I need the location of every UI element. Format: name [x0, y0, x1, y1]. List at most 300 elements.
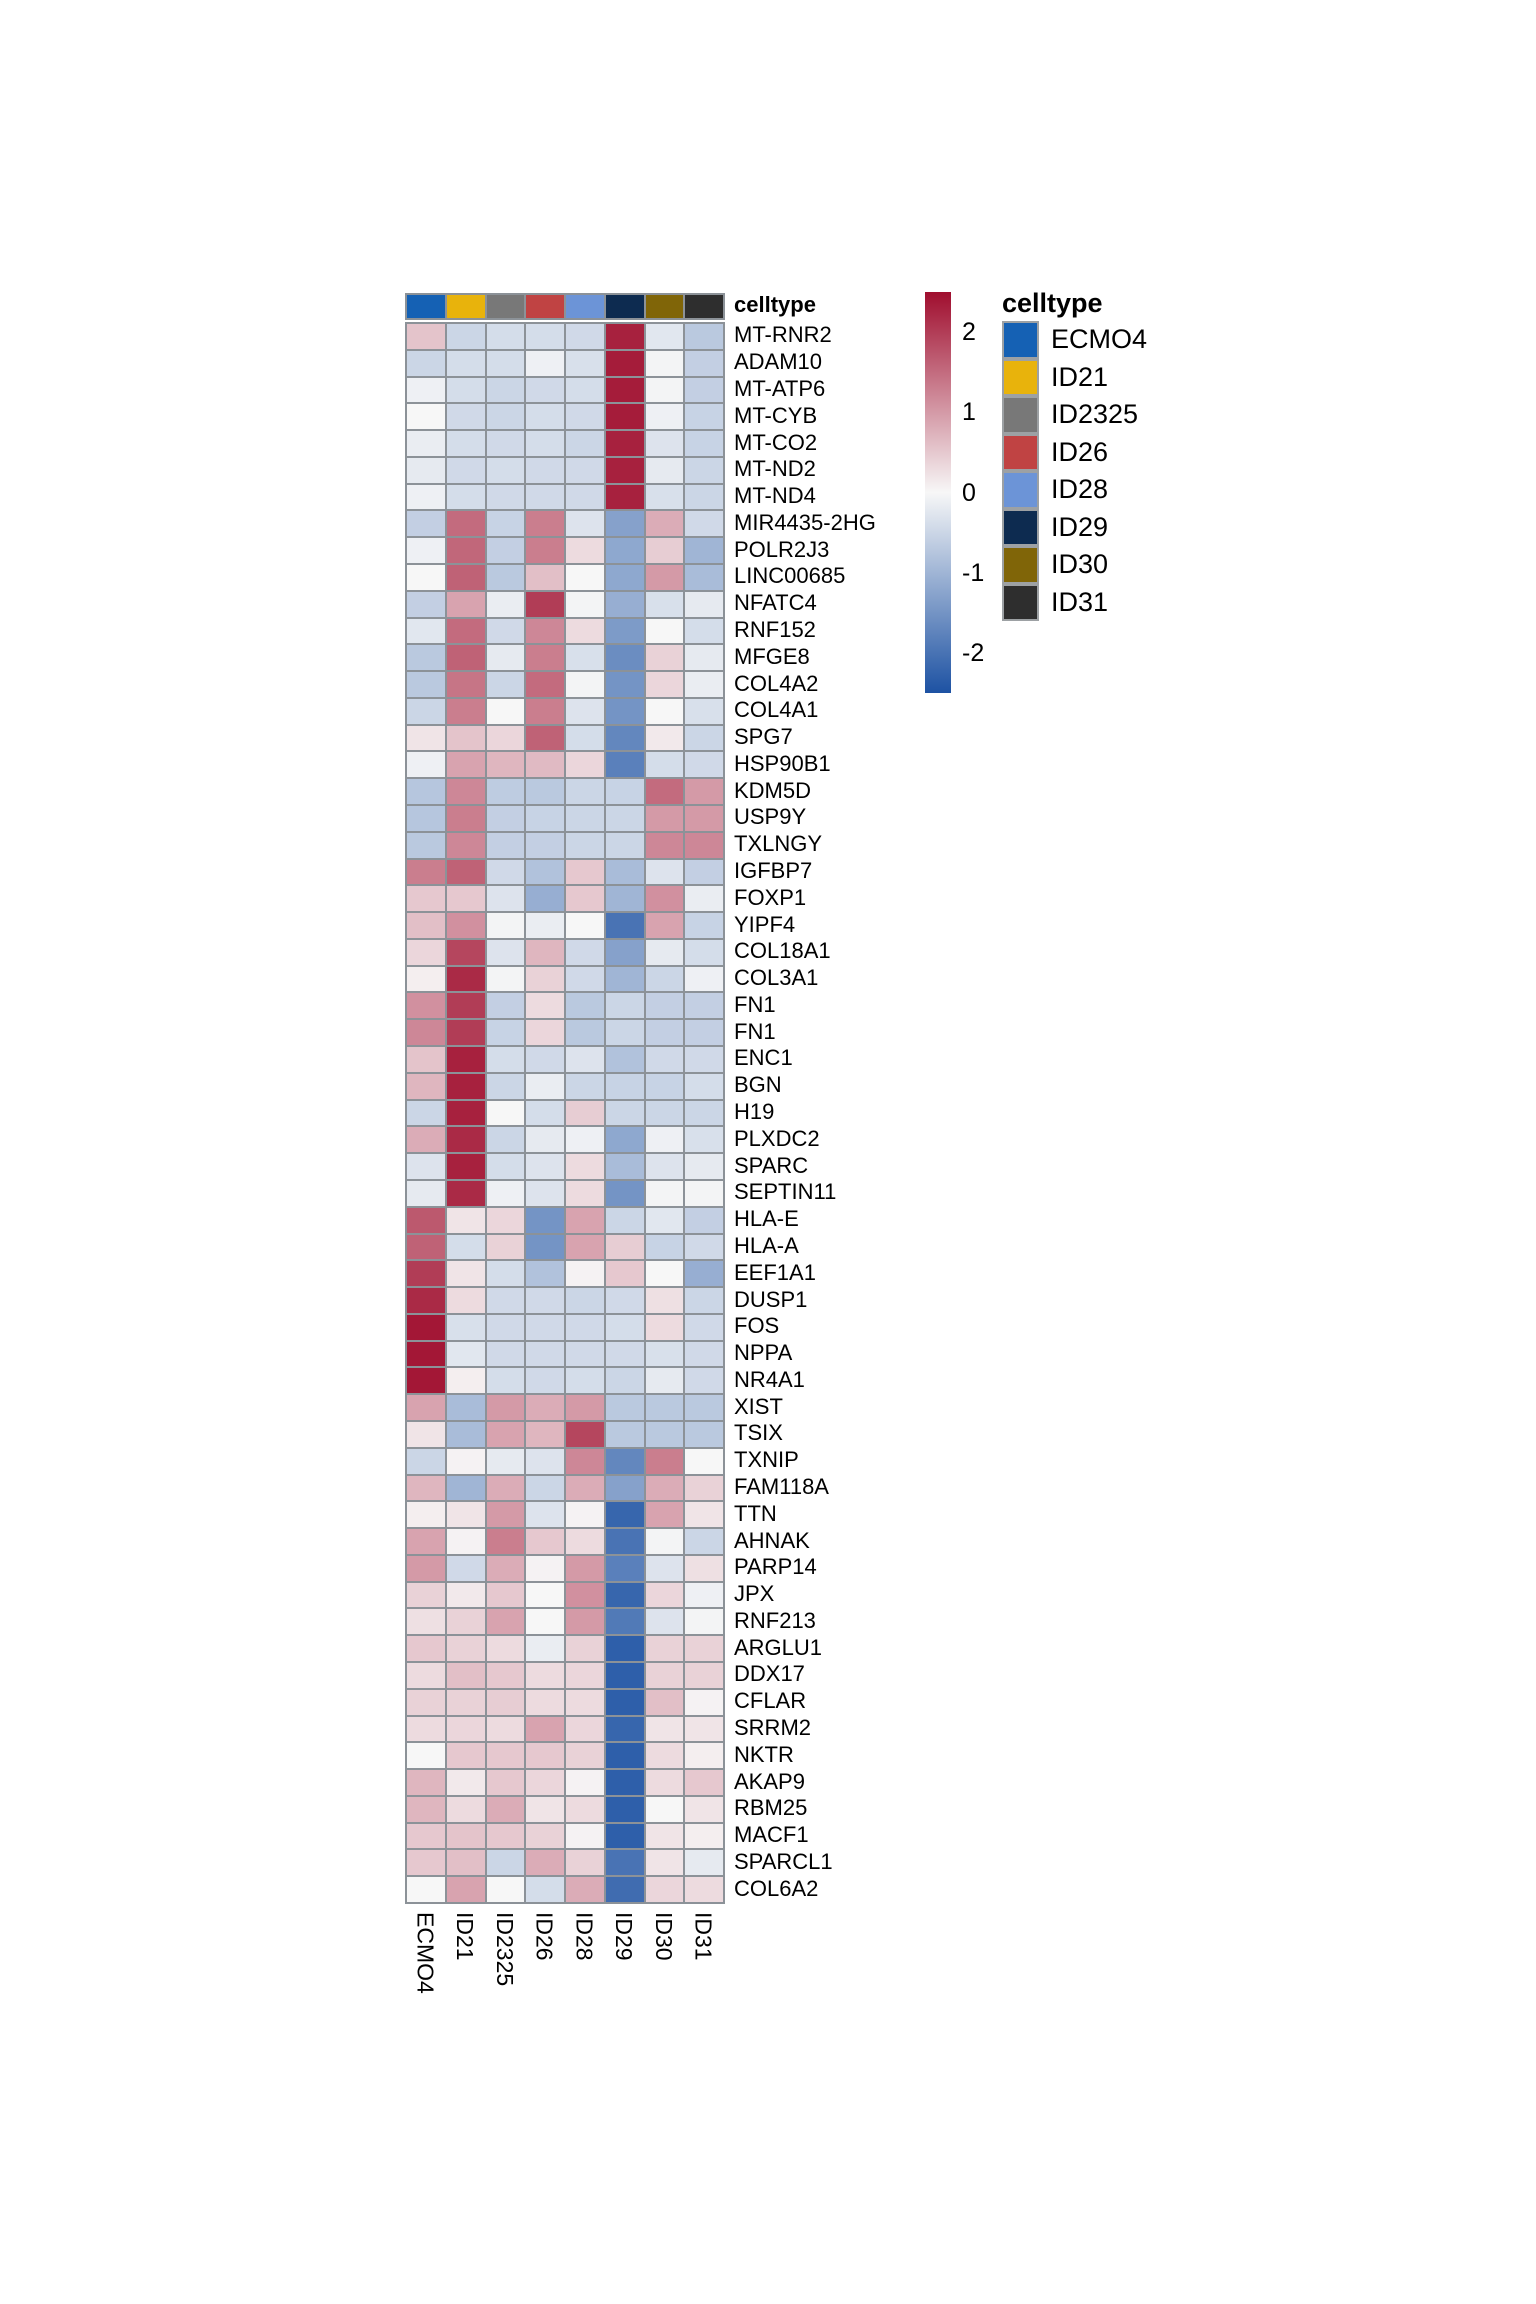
- heatmap-cell: [684, 644, 724, 671]
- heatmap-cell: [645, 1528, 685, 1555]
- heatmap-cell: [446, 1608, 486, 1635]
- heatmap-cell: [486, 1367, 526, 1394]
- heatmap-cell: [446, 537, 486, 564]
- heatmap-cell: [406, 430, 446, 457]
- heatmap-cell: [525, 1448, 565, 1475]
- heatmap-cell: [525, 725, 565, 752]
- heatmap-cell: [605, 1019, 645, 1046]
- heatmap-cell: [605, 1180, 645, 1207]
- heatmap-cell: [605, 671, 645, 698]
- heatmap-cell: [565, 778, 605, 805]
- heatmap-cell: [525, 350, 565, 377]
- legend-entry-ID28: [1002, 471, 1147, 509]
- heatmap-cell: [645, 377, 685, 404]
- heatmap-cell: [605, 1608, 645, 1635]
- column-label-ID28: ID28: [571, 1912, 598, 1961]
- row-label: MT-CO2: [734, 429, 818, 455]
- heatmap-cell: [565, 1849, 605, 1876]
- heatmap-cell: [565, 1234, 605, 1261]
- heatmap-cell: [446, 1394, 486, 1421]
- heatmap-cell: [406, 1769, 446, 1796]
- heatmap-cell: [525, 1501, 565, 1528]
- heatmap-cell: [684, 859, 724, 886]
- heatmap-cell: [446, 1876, 486, 1903]
- heatmap-cell: [525, 644, 565, 671]
- heatmap-cell: [446, 564, 486, 591]
- heatmap-cell: [605, 1207, 645, 1234]
- heatmap-cell: [645, 1582, 685, 1609]
- column-labels: [405, 1912, 723, 2052]
- heatmap-cell: [486, 1421, 526, 1448]
- heatmap-cell: [525, 1849, 565, 1876]
- heatmap-cell: [645, 1635, 685, 1662]
- heatmap-cell: [605, 403, 645, 430]
- heatmap-cell: [525, 537, 565, 564]
- heatmap-cell: [406, 1207, 446, 1234]
- heatmap-cell: [645, 537, 685, 564]
- heatmap-cell: [565, 484, 605, 511]
- heatmap-cell: [605, 939, 645, 966]
- heatmap-cell: [565, 1287, 605, 1314]
- heatmap-cell: [525, 1528, 565, 1555]
- heatmap-cell: [406, 1234, 446, 1261]
- legend-entry-ID21: [1002, 359, 1147, 397]
- heatmap-cell: [406, 1796, 446, 1823]
- heatmap-cell: [406, 1635, 446, 1662]
- heatmap-cell: [605, 1501, 645, 1528]
- heatmap-cell: [565, 510, 605, 537]
- heatmap-cell: [605, 457, 645, 484]
- row-label: DDX17: [734, 1661, 805, 1687]
- heatmap-cell: [684, 939, 724, 966]
- heatmap-cell: [486, 966, 526, 993]
- heatmap-cell: [605, 912, 645, 939]
- heatmap-cell: [645, 1475, 685, 1502]
- heatmap-grid: [405, 322, 725, 1904]
- heatmap-cell: [684, 966, 724, 993]
- legend-entry-ID29: [1002, 509, 1147, 547]
- heatmap-cell: [525, 1394, 565, 1421]
- heatmap-cell: [605, 1769, 645, 1796]
- heatmap-cell: [486, 939, 526, 966]
- colorbar-tick-label: 0: [962, 478, 976, 507]
- heatmap-cell: [486, 1608, 526, 1635]
- heatmap-cell: [525, 1234, 565, 1261]
- heatmap-cell: [605, 1582, 645, 1609]
- heatmap-cell: [565, 939, 605, 966]
- heatmap-cell: [486, 1207, 526, 1234]
- heatmap-cell: [486, 1394, 526, 1421]
- heatmap-cell: [406, 1555, 446, 1582]
- heatmap-cell: [605, 1849, 645, 1876]
- heatmap-cell: [565, 1126, 605, 1153]
- heatmap-cell: [645, 698, 685, 725]
- heatmap-cell: [525, 403, 565, 430]
- heatmap-cell: [486, 1341, 526, 1368]
- heatmap-cell: [406, 912, 446, 939]
- heatmap-cell: [486, 1100, 526, 1127]
- heatmap-cell: [645, 1153, 685, 1180]
- heatmap-cell: [525, 885, 565, 912]
- annotation-cell-ID2325: [486, 294, 526, 319]
- heatmap-cell: [565, 1716, 605, 1743]
- heatmap-cell: [565, 1073, 605, 1100]
- heatmap-cell: [565, 671, 605, 698]
- heatmap-cell: [406, 377, 446, 404]
- heatmap-cell: [645, 1849, 685, 1876]
- heatmap-cell: [605, 1823, 645, 1850]
- heatmap-cell: [565, 725, 605, 752]
- heatmap-cell: [486, 1153, 526, 1180]
- heatmap-cell: [605, 350, 645, 377]
- heatmap-cell: [684, 671, 724, 698]
- heatmap-cell: [446, 725, 486, 752]
- heatmap-cell: [406, 457, 446, 484]
- heatmap-cell: [525, 1555, 565, 1582]
- row-label: ENC1: [734, 1045, 793, 1071]
- heatmap-cell: [486, 1234, 526, 1261]
- heatmap-cell: [406, 1287, 446, 1314]
- heatmap-cell: [605, 832, 645, 859]
- heatmap-cell: [486, 591, 526, 618]
- row-label: YIPF4: [734, 911, 796, 937]
- row-label: SEPTIN11: [734, 1179, 837, 1205]
- row-label: ADAM10: [734, 349, 823, 375]
- row-label: MACF1: [734, 1822, 809, 1848]
- column-label-ID21: ID21: [452, 1912, 479, 1961]
- heatmap-cell: [645, 618, 685, 645]
- row-label: PLXDC2: [734, 1125, 820, 1151]
- heatmap-cell: [486, 403, 526, 430]
- heatmap-cell: [486, 1314, 526, 1341]
- heatmap-cell: [446, 1689, 486, 1716]
- heatmap-cell: [446, 1823, 486, 1850]
- row-label: ARGLU1: [734, 1634, 823, 1660]
- annotation-cell-ECMO4: [406, 294, 446, 319]
- row-label: HLA-A: [734, 1232, 799, 1258]
- row-label: MT-ND4: [734, 483, 816, 509]
- legend-entry-ECMO4: [1002, 321, 1147, 359]
- heatmap-cell: [605, 1662, 645, 1689]
- heatmap-cell: [565, 430, 605, 457]
- heatmap-cell: [486, 671, 526, 698]
- heatmap-cell: [406, 805, 446, 832]
- heatmap-cell: [446, 1046, 486, 1073]
- heatmap-cell: [684, 1742, 724, 1769]
- heatmap-cell: [565, 457, 605, 484]
- heatmap-cell: [605, 1448, 645, 1475]
- row-label: FAM118A: [734, 1473, 829, 1499]
- heatmap-cell: [605, 1126, 645, 1153]
- heatmap-cell: [525, 1019, 565, 1046]
- heatmap-cell: [446, 885, 486, 912]
- column-label-ECMO4: ECMO4: [412, 1912, 439, 1994]
- heatmap-cell: [486, 377, 526, 404]
- heatmap-cell: [605, 1153, 645, 1180]
- heatmap-cell: [565, 805, 605, 832]
- heatmap-cell: [486, 510, 526, 537]
- heatmap-cell: [684, 1019, 724, 1046]
- heatmap-cell: [525, 1608, 565, 1635]
- heatmap-cell: [525, 457, 565, 484]
- heatmap-cell: [684, 1367, 724, 1394]
- heatmap-cell: [525, 832, 565, 859]
- heatmap-cell: [684, 805, 724, 832]
- colorbar-tick-label: 2: [962, 318, 976, 347]
- heatmap-cell: [406, 618, 446, 645]
- row-label: MT-ATP6: [734, 375, 826, 401]
- heatmap-cell: [486, 1849, 526, 1876]
- heatmap-cell: [605, 966, 645, 993]
- row-label: SPARCL1: [734, 1848, 833, 1874]
- heatmap-cell: [406, 1823, 446, 1850]
- heatmap-cell: [645, 1019, 685, 1046]
- heatmap-cell: [684, 1769, 724, 1796]
- heatmap-cell: [684, 457, 724, 484]
- heatmap-cell: [486, 1260, 526, 1287]
- row-label: NKTR: [734, 1741, 794, 1767]
- heatmap-cell: [446, 1582, 486, 1609]
- heatmap-cell: [406, 1046, 446, 1073]
- column-label-ID29: ID29: [611, 1912, 638, 1961]
- column-annotation-bar: [405, 293, 725, 320]
- heatmap-cell: [446, 510, 486, 537]
- row-label: FN1: [734, 991, 776, 1017]
- heatmap-cell: [446, 698, 486, 725]
- heatmap-cell: [684, 591, 724, 618]
- heatmap-cell: [684, 1582, 724, 1609]
- heatmap-cell: [605, 484, 645, 511]
- heatmap-cell: [486, 350, 526, 377]
- heatmap-cell: [565, 1528, 605, 1555]
- heatmap-cell: [605, 1314, 645, 1341]
- heatmap-cell: [565, 1501, 605, 1528]
- heatmap-cell: [684, 1073, 724, 1100]
- heatmap-cell: [486, 644, 526, 671]
- heatmap-cell: [525, 1716, 565, 1743]
- heatmap-cell: [565, 1019, 605, 1046]
- row-label: COL4A2: [734, 670, 819, 696]
- heatmap-cell: [525, 1367, 565, 1394]
- heatmap-cell: [684, 698, 724, 725]
- heatmap-cell: [645, 1314, 685, 1341]
- heatmap-cell: [565, 1046, 605, 1073]
- colorbar-tick-label: -1: [962, 558, 985, 587]
- heatmap-cell: [446, 484, 486, 511]
- heatmap-cell: [525, 618, 565, 645]
- heatmap-cell: [446, 1180, 486, 1207]
- heatmap-cell: [684, 1341, 724, 1368]
- heatmap-cell: [645, 966, 685, 993]
- heatmap-cell: [486, 1769, 526, 1796]
- heatmap-cell: [525, 1100, 565, 1127]
- heatmap-cell: [684, 1126, 724, 1153]
- heatmap-cell: [565, 1394, 605, 1421]
- row-label: USP9Y: [734, 804, 807, 830]
- heatmap-cell: [446, 1314, 486, 1341]
- heatmap-cell: [565, 1608, 605, 1635]
- heatmap-cell: [684, 1528, 724, 1555]
- heatmap-cell: [525, 564, 565, 591]
- heatmap-cell: [645, 1742, 685, 1769]
- heatmap-cell: [486, 323, 526, 350]
- legend-label: ID21: [1051, 361, 1109, 392]
- row-label: HSP90B1: [734, 750, 831, 776]
- heatmap-cell: [446, 1019, 486, 1046]
- heatmap-cell: [446, 618, 486, 645]
- heatmap-cell: [406, 564, 446, 591]
- heatmap-cell: [605, 510, 645, 537]
- heatmap-cell: [486, 1582, 526, 1609]
- heatmap-cell: [645, 350, 685, 377]
- heatmap-cell: [486, 1126, 526, 1153]
- heatmap-cell: [605, 1742, 645, 1769]
- heatmap-cell: [684, 1207, 724, 1234]
- heatmap-cell: [446, 1742, 486, 1769]
- heatmap-cell: [406, 1689, 446, 1716]
- legend-label: ID28: [1051, 474, 1109, 505]
- row-label: COL18A1: [734, 938, 831, 964]
- legend-swatch: [1002, 434, 1039, 472]
- row-label: MIR4435-2HG: [734, 509, 876, 535]
- heatmap-cell: [645, 885, 685, 912]
- row-label: PARP14: [734, 1554, 817, 1580]
- heatmap-cell: [645, 510, 685, 537]
- heatmap-cell: [406, 403, 446, 430]
- heatmap-cell: [645, 1716, 685, 1743]
- heatmap-cell: [605, 1260, 645, 1287]
- heatmap-cell: [645, 591, 685, 618]
- heatmap-cell: [406, 510, 446, 537]
- row-label: RBM25: [734, 1795, 808, 1821]
- heatmap-cell: [605, 751, 645, 778]
- heatmap-cell: [486, 1796, 526, 1823]
- heatmap-cell: [446, 1769, 486, 1796]
- heatmap-cell: [446, 1073, 486, 1100]
- heatmap-cell: [486, 1019, 526, 1046]
- heatmap-cell: [605, 1689, 645, 1716]
- heatmap-cell: [525, 1287, 565, 1314]
- heatmap-cell: [446, 1153, 486, 1180]
- heatmap-cell: [486, 725, 526, 752]
- legend-entry-ID30: [1002, 546, 1147, 584]
- heatmap-cell: [565, 618, 605, 645]
- heatmap-cell: [605, 1716, 645, 1743]
- heatmap-cell: [406, 832, 446, 859]
- heatmap-cell: [605, 778, 645, 805]
- heatmap-cell: [486, 1528, 526, 1555]
- heatmap-cell: [684, 484, 724, 511]
- row-label: RNF152: [734, 616, 816, 642]
- row-label: TTN: [734, 1500, 777, 1526]
- annotation-cell-ID29: [605, 294, 645, 319]
- heatmap-cell: [565, 644, 605, 671]
- heatmap-cell: [446, 1207, 486, 1234]
- heatmap-cell: [645, 1769, 685, 1796]
- heatmap-cell: [446, 966, 486, 993]
- heatmap-cell: [486, 1635, 526, 1662]
- heatmap-cell: [446, 1234, 486, 1261]
- heatmap-cell: [684, 537, 724, 564]
- heatmap-cell: [406, 644, 446, 671]
- row-label: COL6A2: [734, 1875, 819, 1901]
- heatmap-cell: [645, 457, 685, 484]
- heatmap-cell: [645, 1448, 685, 1475]
- heatmap-cell: [645, 1046, 685, 1073]
- heatmap-cell: [565, 992, 605, 1019]
- row-label: NR4A1: [734, 1366, 805, 1392]
- row-labels: [734, 322, 876, 1902]
- heatmap-cell: [684, 1448, 724, 1475]
- heatmap-cell: [525, 698, 565, 725]
- legend-label: ID30: [1051, 549, 1109, 580]
- heatmap-cell: [525, 1153, 565, 1180]
- heatmap-cell: [565, 323, 605, 350]
- heatmap-cell: [565, 1100, 605, 1127]
- heatmap-cell: [684, 912, 724, 939]
- heatmap-cell: [684, 1635, 724, 1662]
- heatmap-cell: [605, 725, 645, 752]
- heatmap-cell: [684, 564, 724, 591]
- heatmap-cell: [565, 1421, 605, 1448]
- heatmap-cell: [684, 323, 724, 350]
- heatmap-cell: [645, 1287, 685, 1314]
- heatmap-cell: [486, 1448, 526, 1475]
- heatmap-cell: [525, 1742, 565, 1769]
- heatmap-cell: [406, 1716, 446, 1743]
- heatmap-cell: [565, 537, 605, 564]
- heatmap-cell: [645, 1341, 685, 1368]
- row-label: FOXP1: [734, 884, 807, 910]
- heatmap-cell: [486, 992, 526, 1019]
- heatmap-cell: [565, 1555, 605, 1582]
- heatmap-cell: [605, 1367, 645, 1394]
- heatmap-cell: [605, 1341, 645, 1368]
- heatmap-cell: [645, 1073, 685, 1100]
- heatmap-cell: [406, 1126, 446, 1153]
- heatmap-cell: [486, 778, 526, 805]
- heatmap-cell: [525, 1796, 565, 1823]
- heatmap-cell: [525, 323, 565, 350]
- heatmap-cell: [446, 1100, 486, 1127]
- colorbar-tick-label: 1: [962, 398, 976, 427]
- heatmap-cell: [525, 859, 565, 886]
- heatmap-cell: [486, 1716, 526, 1743]
- heatmap-cell: [406, 1100, 446, 1127]
- heatmap-cell: [446, 591, 486, 618]
- heatmap-cell: [406, 1876, 446, 1903]
- heatmap-cell: [645, 832, 685, 859]
- annotation-track-label: celltype: [734, 292, 816, 317]
- heatmap-cell: [645, 671, 685, 698]
- heatmap-cell: [565, 885, 605, 912]
- heatmap-cell: [525, 1314, 565, 1341]
- heatmap-cell: [645, 1234, 685, 1261]
- heatmap-cell: [446, 1341, 486, 1368]
- heatmap-cell: [446, 350, 486, 377]
- heatmap-cell: [684, 1421, 724, 1448]
- heatmap-cell: [684, 1180, 724, 1207]
- heatmap-cell: [446, 323, 486, 350]
- heatmap-cell: [565, 859, 605, 886]
- heatmap-cell: [605, 1876, 645, 1903]
- heatmap-cell: [486, 1689, 526, 1716]
- heatmap-cell: [486, 1876, 526, 1903]
- heatmap-cell: [525, 912, 565, 939]
- heatmap-cell: [605, 1046, 645, 1073]
- heatmap-cell: [525, 1876, 565, 1903]
- heatmap-cell: [565, 751, 605, 778]
